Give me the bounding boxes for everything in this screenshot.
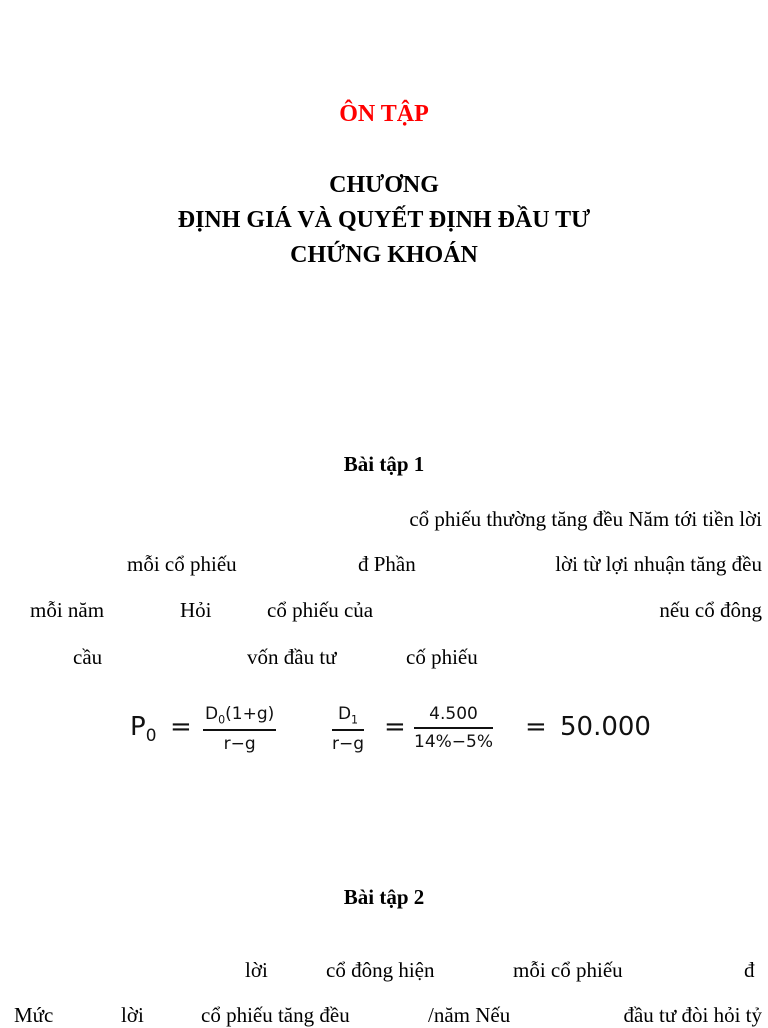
exercise-1-line-3b: Hỏi bbox=[180, 598, 212, 622]
formula-equals-2: = bbox=[384, 712, 406, 742]
formula-fraction-1: $D_0(1+g)$ r−g bbox=[205, 704, 275, 754]
exercise-1-title: Bài tập 1 bbox=[343, 452, 425, 476]
exercise-2-line-1a: lời bbox=[245, 958, 268, 982]
exercise-2-line-2c: cổ phiếu tăng đều bbox=[201, 1003, 350, 1027]
exercise-2-line-1c: mỗi cổ phiếu bbox=[513, 958, 623, 982]
exercise-2-line-1d: đ bbox=[744, 958, 755, 982]
exercise-2-line-1b: cổ đông hiện bbox=[326, 958, 435, 982]
chapter-label: CHƯƠNG bbox=[329, 172, 439, 198]
formula-fraction-2: $D_1$ r−g bbox=[332, 704, 365, 754]
formula-result: 50.000 bbox=[560, 712, 651, 742]
exercise-1-line-2c: lời từ lợi nhuận tăng đều bbox=[555, 552, 762, 576]
formula-lhs: $P_0$ bbox=[130, 712, 157, 746]
exercise-2-line-2d: /năm Nếu bbox=[428, 1003, 511, 1027]
exercise-1-line-2a: mỗi cổ phiếu bbox=[127, 552, 237, 576]
formula-fraction-3: 4.500 14%−5% bbox=[414, 704, 493, 752]
exercise-2-line-2a: Mức bbox=[14, 1003, 54, 1027]
exercise-2-title: Bài tập 2 bbox=[343, 885, 425, 909]
exercise-1-line-3a: mỗi năm bbox=[30, 598, 105, 622]
exercise-1-line-3c: cổ phiếu của bbox=[267, 598, 374, 622]
exercise-1-line-2b: đ Phần bbox=[358, 552, 416, 576]
exercise-1-line-3d: nếu cổ đông bbox=[659, 598, 762, 622]
formula-equals-3: = bbox=[525, 712, 547, 742]
exercise-2-line-2e: đầu tư đòi hỏi tỷ bbox=[623, 1003, 762, 1027]
exercise-2-line-2b: lời bbox=[121, 1003, 144, 1027]
chapter-subtitle: CHỨNG KHOÁN bbox=[290, 242, 478, 268]
exercise-1-line-4c: cố phiếu bbox=[406, 645, 478, 669]
exercise-1-line-1: cổ phiếu thường tăng đều Năm tới tiền lời bbox=[409, 507, 762, 531]
formula-equals-1: = bbox=[170, 712, 192, 742]
chapter-title: ĐỊNH GIÁ VÀ QUYẾT ĐỊNH ĐẦU TƯ bbox=[177, 207, 591, 233]
review-title: ÔN TẬP bbox=[339, 101, 429, 127]
exercise-1-line-4b: vốn đầu tư bbox=[247, 645, 337, 669]
exercise-1-line-4a: cầu bbox=[73, 645, 103, 669]
